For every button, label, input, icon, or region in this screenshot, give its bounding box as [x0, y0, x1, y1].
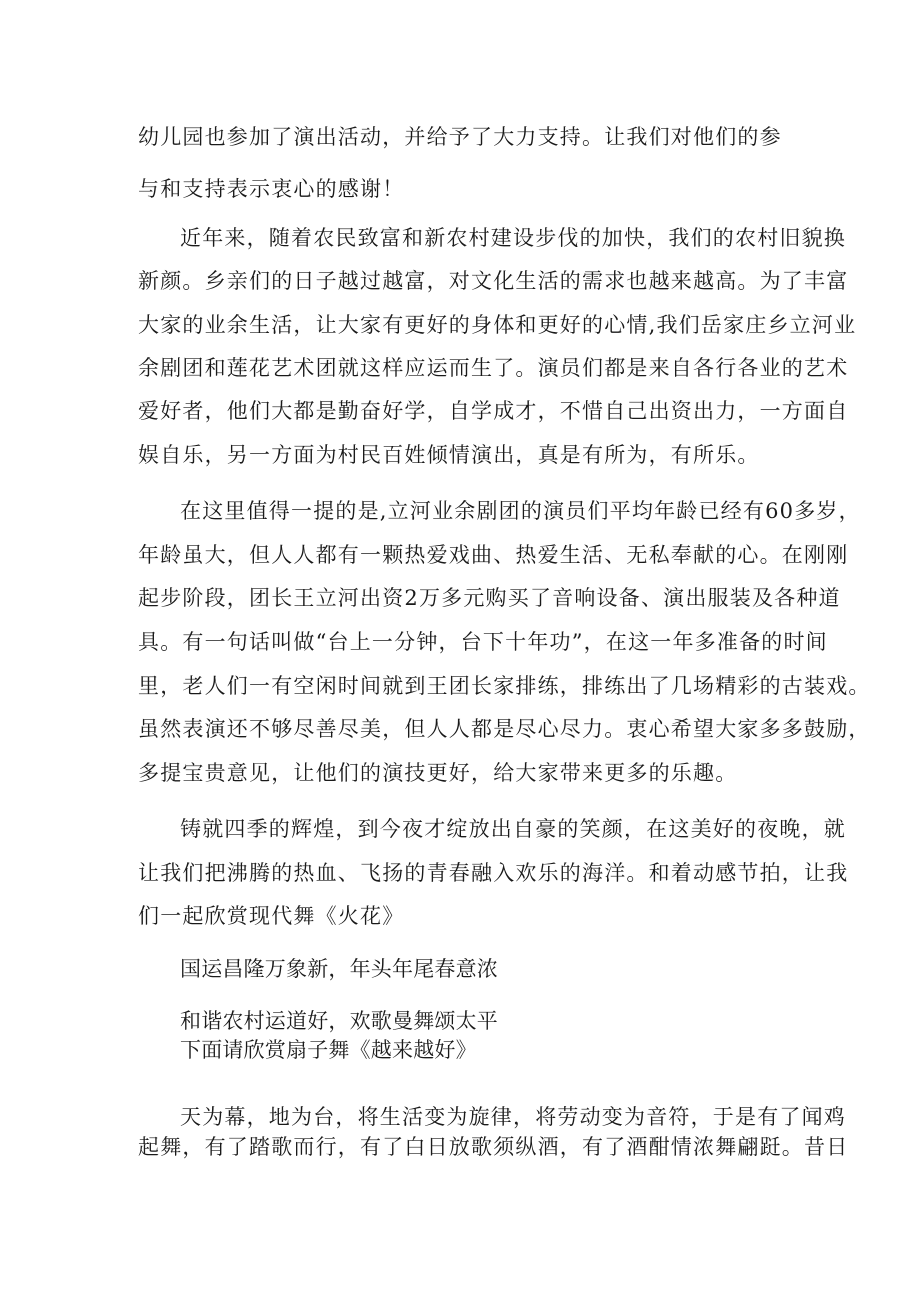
text-line: 与和支持表示衷心的感谢！: [138, 177, 405, 201]
verse-line: 和谐农村运道好，欢歌曼舞颂太平: [180, 1009, 498, 1033]
text-line: 起步阶段，团长王立河出资2万多元购买了音响设备、演出服装及各种道: [138, 586, 841, 610]
paragraph-start-line: 在这里值得一提的是,立河业余剧团的演员们平均年龄已经有60多岁，: [180, 499, 861, 523]
text-line: 起舞，有了踏歌而行，有了白日放歌须纵酒，有了酒酣情浓舞翩跹。昔日: [138, 1135, 849, 1159]
text-line: 爱好者，他们大都是勤奋好学，自学成才，不惜自己出资出力，一方面自: [138, 399, 849, 423]
paragraph-start-line: 近年来，随着农民致富和新农村建设步伐的加快，我们的农村旧貌换: [180, 226, 846, 250]
text-line: 多提宝贵意见，让他们的演技更好，给大家带来更多的乐趣。: [138, 761, 738, 785]
verse-line: 国运昌隆万象新，年头年尾春意浓: [180, 957, 498, 981]
text-line: 大家的业余生活，让大家有更好的身体和更好的心情,我们岳家庄乡立河业: [138, 313, 857, 337]
text-line: 幼儿园也参加了演出活动，并给予了大力支持。让我们对他们的参: [138, 125, 782, 149]
verse-line: 下面请欣赏扇子舞《越来越好》: [180, 1038, 477, 1062]
text-line: 里，老人们一有空闲时间就到王团长家排练，排练出了几场精彩的古装戏。: [138, 674, 871, 698]
text-line: 虽然表演还不够尽善尽美，但人人都是尽心尽力。衷心希望大家多多鼓励，: [138, 717, 871, 741]
text-line: 们一起欣赏现代舞《火花》: [138, 904, 405, 928]
text-line: 年龄虽大，但人人都有一颗热爱戏曲、热爱生活、无私奉献的心。在刚刚: [138, 543, 849, 567]
text-line: 余剧团和莲花艺术团就这样应运而生了。演员们都是来自各行各业的艺术: [138, 356, 849, 380]
paragraph-start-line: 铸就四季的辉煌，到今夜才绽放出自豪的笑颜，在这美好的夜晚，就: [180, 817, 846, 841]
paragraph-start-line: 天为幕，地为台，将生活变为旋律，将劳动变为音符，于是有了闻鸡: [180, 1105, 846, 1129]
text-line: 具。有一句话叫做“台上一分钟，台下十年功”，在这一年多准备的时间: [138, 630, 828, 654]
text-line: 新颜。乡亲们的日子越过越富，对文化生活的需求也越来越高。为了丰富: [138, 269, 849, 293]
text-line: 让我们把沸腾的热血、飞扬的青春融入欢乐的海洋。和着动感节拍，让我: [138, 861, 849, 885]
text-line: 娱自乐，另一方面为村民百姓倾情演出，真是有所为，有所乐。: [138, 443, 760, 467]
